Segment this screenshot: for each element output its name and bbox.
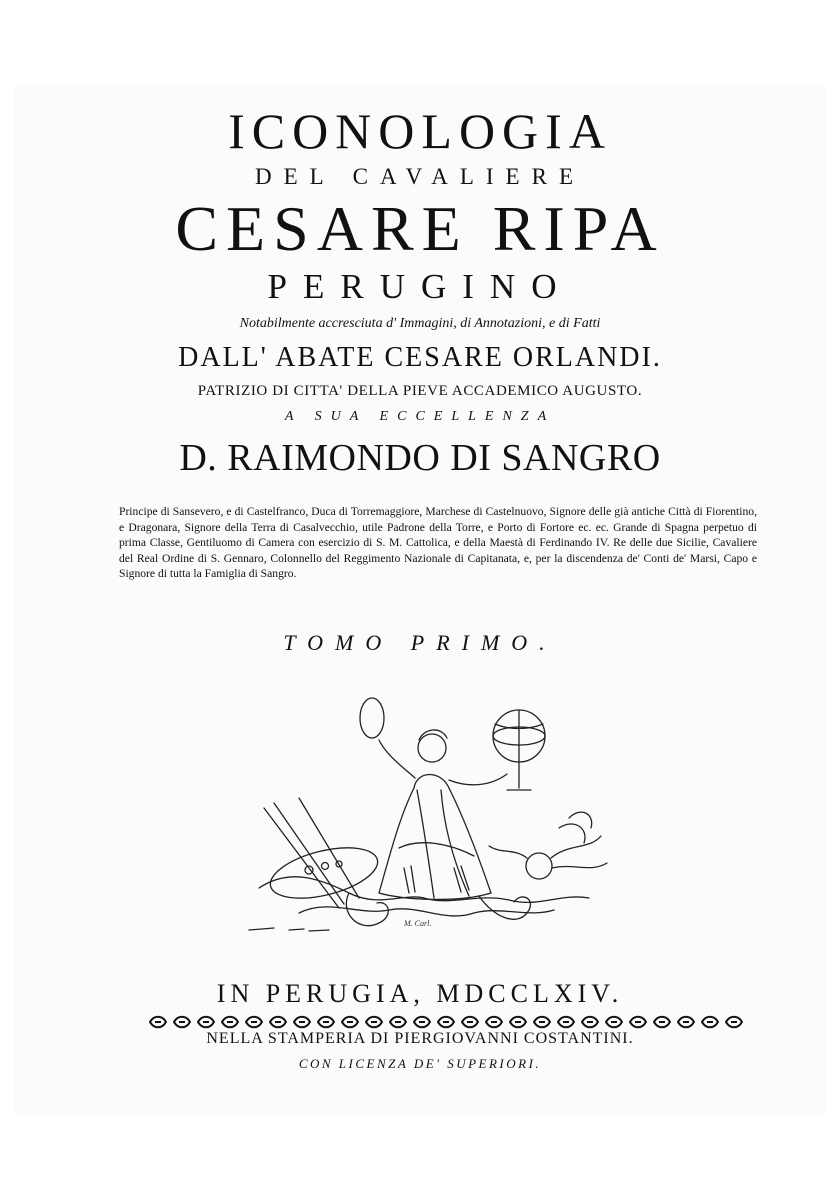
engraver-signature: M. Carl. [404,919,432,928]
title-page [14,84,826,1114]
license: CON LICENZA DE' SUPERIORI. [298,1056,542,1071]
dedicatee-titles: Principe di Sansevero, e di Castelfranco, Duca di Torremaggiore, Marchese di Castelnuovo, Signore delle già antiche Città di Fiorentino, e Dragonara, Signore della Terra di Casalvecchio, utile Padrone della Torre, e Porto di Fortore ec. ec. Grande di Spagna perpetuo di prima Classe, Gentiluomo di Camera con esercizio di S. M. Cattolica, e della Maestà di Ferdinando IV. Re delle due Sicilie, Cavaliere del Real Ordine di S. Gennaro, Colonnello del Reggimento Nazionale di Capitanata, e, per la discendenza de' Conti de' Marsi, Capo e Signore di tutta la Famiglia di Sangro. [119,505,757,581]
ornament-mark-icon [414,1017,430,1028]
dedication: A SUA ECCELLENZA [284,409,556,424]
ornament-mark-icon [606,1017,622,1028]
dedicatee-name: D. RAIMONDO DI SANGRO [179,437,661,479]
editor-titles: PATRIZIO DI CITTA' DELLA PIEVE ACCADEMICO AUGUSTO. [197,383,643,399]
author-prefix: DEL CAVALIERE [255,164,585,189]
ornament-mark-icon [150,1017,166,1028]
editor-name: DALL' ABATE CESARE ORLANDI. [178,342,662,373]
ornament-mark-icon [462,1017,478,1028]
ornament-mark-icon [678,1017,694,1028]
ornament-mark-icon [534,1017,550,1028]
ornament-mark-icon [558,1017,574,1028]
ornament-rule-icon [144,1014,744,1030]
author-name: CESARE RIPA [175,193,665,264]
ornament-mark-icon [198,1017,214,1028]
ornament-mark-icon [486,1017,502,1028]
ornament-mark-icon [438,1017,454,1028]
ornament-mark-icon [654,1017,670,1028]
ornament-mark-icon [702,1017,718,1028]
ornament-mark-icon [366,1017,382,1028]
book-title: ICONOLOGIA [228,103,612,159]
subtitle: Notabilmente accresciuta d' Immagini, di Annotazioni, e di Fatti [239,316,601,331]
ornament-mark-icon [726,1017,742,1028]
ornament-mark-icon [630,1017,646,1028]
ornament-mark-icon [222,1017,238,1028]
ornament-mark-icon [510,1017,526,1028]
ornament-mark-icon [342,1017,358,1028]
ornament-mark-icon [390,1017,406,1028]
printer: NELLA STAMPERIA DI PIERGIOVANNI COSTANTINI. [206,1030,634,1047]
ornament-mark-icon [174,1017,190,1028]
allegorical-vignette-icon [229,678,619,948]
ornament-mark-icon [318,1017,334,1028]
ornament-mark-icon [270,1017,286,1028]
volume-label: TOMO PRIMO. [283,630,557,655]
ornament-mark-icon [582,1017,598,1028]
ornament-mark-icon [294,1017,310,1028]
imprint-place: IN PERUGIA, MDCCLXIV. [216,979,624,1008]
author-origin: PERUGINO [267,267,573,306]
ornament-mark-icon [246,1017,262,1028]
